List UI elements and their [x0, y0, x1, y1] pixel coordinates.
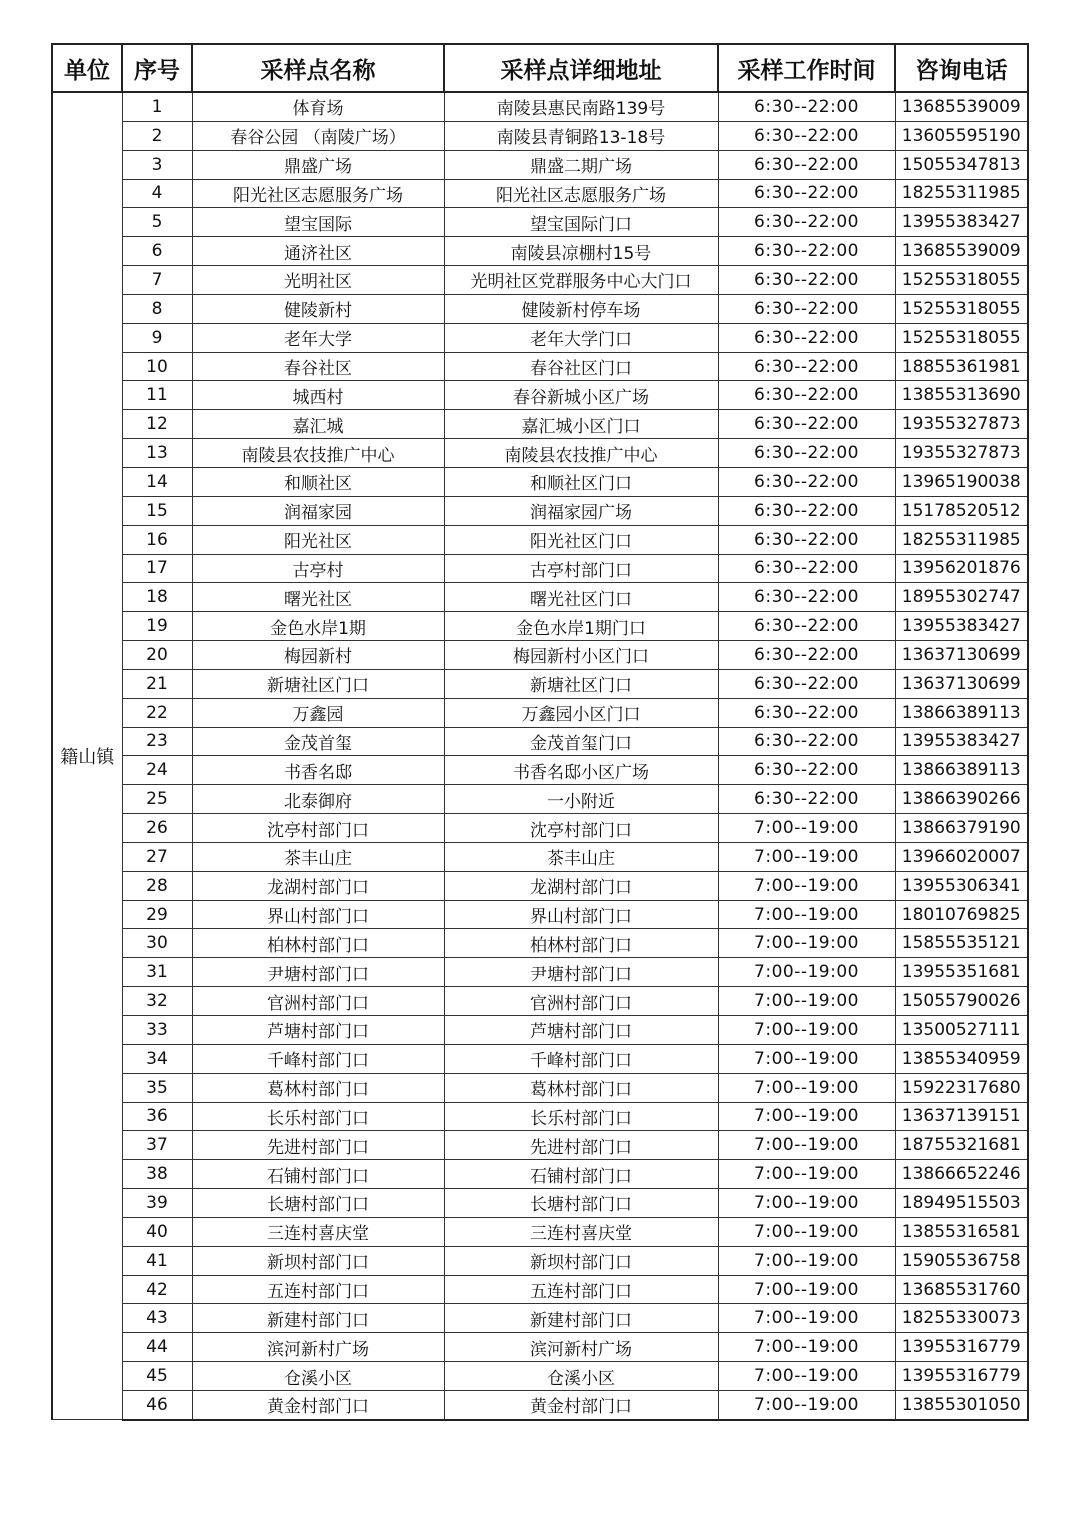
- cell-seq: 31: [122, 958, 192, 987]
- header-row: [52, 44, 1028, 92]
- cell-seq: 16: [122, 525, 192, 554]
- cell-work-hours: 7:00--19:00: [718, 958, 895, 987]
- cell-seq: 45: [122, 1362, 192, 1391]
- cell-work-hours: 6:30--22:00: [718, 467, 895, 496]
- cell-work-hours: 6:30--22:00: [718, 698, 895, 727]
- cell-site-address: 龙湖村部门口: [444, 871, 718, 900]
- header-unit: 单位: [52, 44, 122, 92]
- cell-seq: 34: [122, 1044, 192, 1073]
- cell-site-name: 金色水岸1期: [192, 612, 444, 641]
- cell-phone: 15855535121: [895, 929, 1028, 958]
- table-row: [52, 1016, 1028, 1045]
- cell-site-name: 长塘村部门口: [192, 1189, 444, 1218]
- sampling-sites-table: [51, 43, 1029, 1421]
- cell-site-address: 界山村部门口: [444, 900, 718, 929]
- cell-site-address: 先进村部门口: [444, 1131, 718, 1160]
- cell-work-hours: 7:00--19:00: [718, 1390, 895, 1419]
- cell-phone: 15055790026: [895, 987, 1028, 1016]
- cell-site-name: 阳光社区: [192, 525, 444, 554]
- cell-phone: 13637139151: [895, 1102, 1028, 1131]
- cell-site-name: 界山村部门口: [192, 900, 444, 929]
- cell-site-name: 柏林村部门口: [192, 929, 444, 958]
- table-row: [52, 1217, 1028, 1246]
- cell-site-address: 新塘社区门口: [444, 669, 718, 698]
- table-row: [52, 1275, 1028, 1304]
- cell-work-hours: 7:00--19:00: [718, 1304, 895, 1333]
- table-row: [52, 323, 1028, 352]
- cell-site-name: 梅园新村: [192, 641, 444, 670]
- cell-site-name: 古亭村: [192, 554, 444, 583]
- table-row: [52, 121, 1028, 150]
- cell-work-hours: 6:30--22:00: [718, 669, 895, 698]
- cell-work-hours: 7:00--19:00: [718, 1217, 895, 1246]
- cell-site-name: 新建村部门口: [192, 1304, 444, 1333]
- cell-site-address: 滨河新村广场: [444, 1333, 718, 1362]
- cell-phone: 13866389113: [895, 756, 1028, 785]
- cell-seq: 18: [122, 583, 192, 612]
- table-row: [52, 756, 1028, 785]
- cell-phone: 13685539009: [895, 92, 1028, 121]
- table-row: [52, 352, 1028, 381]
- table-row: [52, 698, 1028, 727]
- cell-site-name: 和顺社区: [192, 467, 444, 496]
- cell-seq: 15: [122, 496, 192, 525]
- cell-work-hours: 7:00--19:00: [718, 1131, 895, 1160]
- cell-seq: 5: [122, 208, 192, 237]
- cell-phone: 13965190038: [895, 467, 1028, 496]
- cell-work-hours: 7:00--19:00: [718, 1073, 895, 1102]
- cell-seq: 23: [122, 727, 192, 756]
- cell-phone: 13956201876: [895, 554, 1028, 583]
- cell-site-address: 千峰村部门口: [444, 1044, 718, 1073]
- cell-work-hours: 6:30--22:00: [718, 583, 895, 612]
- cell-site-address: 尹塘村部门口: [444, 958, 718, 987]
- cell-site-name: 官洲村部门口: [192, 987, 444, 1016]
- cell-site-name: 万鑫园: [192, 698, 444, 727]
- cell-phone: 19355327873: [895, 410, 1028, 439]
- cell-work-hours: 6:30--22:00: [718, 612, 895, 641]
- cell-work-hours: 7:00--19:00: [718, 1275, 895, 1304]
- cell-work-hours: 6:30--22:00: [718, 266, 895, 295]
- table-row: [52, 496, 1028, 525]
- table-row: [52, 179, 1028, 208]
- cell-site-address: 芦塘村部门口: [444, 1016, 718, 1045]
- table-row: [52, 237, 1028, 266]
- cell-work-hours: 7:00--19:00: [718, 1016, 895, 1045]
- cell-work-hours: 6:30--22:00: [718, 756, 895, 785]
- cell-site-address: 老年大学门口: [444, 323, 718, 352]
- cell-phone: 13855313690: [895, 381, 1028, 410]
- cell-site-address: 一小附近: [444, 785, 718, 814]
- table-row: [52, 1131, 1028, 1160]
- table-row: [52, 92, 1028, 121]
- cell-site-address: 光明社区党群服务中心大门口: [444, 266, 718, 295]
- cell-work-hours: 7:00--19:00: [718, 1102, 895, 1131]
- table-row: [52, 1160, 1028, 1189]
- cell-work-hours: 6:30--22:00: [718, 525, 895, 554]
- table-row: [52, 929, 1028, 958]
- cell-site-address: 梅园新村小区门口: [444, 641, 718, 670]
- table-row: [52, 266, 1028, 295]
- cell-site-name: 北泰御府: [192, 785, 444, 814]
- cell-work-hours: 6:30--22:00: [718, 179, 895, 208]
- table-row: [52, 439, 1028, 468]
- cell-work-hours: 6:30--22:00: [718, 727, 895, 756]
- table-row: [52, 410, 1028, 439]
- table-row: [52, 583, 1028, 612]
- cell-seq: 29: [122, 900, 192, 929]
- cell-seq: 43: [122, 1304, 192, 1333]
- cell-site-name: 南陵县农技推广中心: [192, 439, 444, 468]
- cell-phone: 15922317680: [895, 1073, 1028, 1102]
- cell-work-hours: 6:30--22:00: [718, 237, 895, 266]
- cell-phone: 13637130699: [895, 641, 1028, 670]
- cell-site-address: 仓溪小区: [444, 1362, 718, 1391]
- cell-site-address: 黄金村部门口: [444, 1390, 718, 1419]
- cell-site-address: 官洲村部门口: [444, 987, 718, 1016]
- cell-phone: 13966020007: [895, 842, 1028, 871]
- cell-seq: 40: [122, 1217, 192, 1246]
- cell-site-address: 望宝国际门口: [444, 208, 718, 237]
- cell-site-address: 润福家园广场: [444, 496, 718, 525]
- cell-work-hours: 7:00--19:00: [718, 900, 895, 929]
- cell-site-address: 鼎盛二期广场: [444, 150, 718, 179]
- cell-site-address: 长塘村部门口: [444, 1189, 718, 1218]
- cell-site-name: 石铺村部门口: [192, 1160, 444, 1189]
- table-row: [52, 641, 1028, 670]
- table-row: [52, 208, 1028, 237]
- table-row: [52, 842, 1028, 871]
- cell-seq: 35: [122, 1073, 192, 1102]
- cell-site-address: 三连村喜庆堂: [444, 1217, 718, 1246]
- cell-seq: 20: [122, 641, 192, 670]
- table-row: [52, 1102, 1028, 1131]
- cell-seq: 44: [122, 1333, 192, 1362]
- cell-phone: 13955383427: [895, 612, 1028, 641]
- cell-site-address: 万鑫园小区门口: [444, 698, 718, 727]
- cell-site-address: 嘉汇城小区门口: [444, 410, 718, 439]
- cell-work-hours: 6:30--22:00: [718, 641, 895, 670]
- cell-site-name: 春谷社区: [192, 352, 444, 381]
- cell-site-address: 沈亭村部门口: [444, 814, 718, 843]
- cell-site-address: 春谷社区门口: [444, 352, 718, 381]
- cell-site-name: 嘉汇城: [192, 410, 444, 439]
- cell-seq: 36: [122, 1102, 192, 1131]
- cell-phone: 13955316779: [895, 1333, 1028, 1362]
- cell-site-address: 茶丰山庄: [444, 842, 718, 871]
- cell-work-hours: 6:30--22:00: [718, 150, 895, 179]
- cell-seq: 14: [122, 467, 192, 496]
- cell-phone: 15055347813: [895, 150, 1028, 179]
- cell-site-address: 长乐村部门口: [444, 1102, 718, 1131]
- cell-phone: 13855340959: [895, 1044, 1028, 1073]
- table-row: [52, 1333, 1028, 1362]
- cell-site-address: 曙光社区门口: [444, 583, 718, 612]
- cell-seq: 6: [122, 237, 192, 266]
- cell-phone: 13605595190: [895, 121, 1028, 150]
- table-row: [52, 814, 1028, 843]
- cell-site-name: 书香名邸: [192, 756, 444, 785]
- cell-work-hours: 6:30--22:00: [718, 496, 895, 525]
- cell-seq: 3: [122, 150, 192, 179]
- table-row: [52, 1044, 1028, 1073]
- cell-site-name: 长乐村部门口: [192, 1102, 444, 1131]
- cell-seq: 25: [122, 785, 192, 814]
- table-row: [52, 150, 1028, 179]
- cell-seq: 27: [122, 842, 192, 871]
- cell-site-name: 黄金村部门口: [192, 1390, 444, 1419]
- cell-seq: 10: [122, 352, 192, 381]
- cell-site-address: 阳光社区志愿服务广场: [444, 179, 718, 208]
- cell-site-address: 葛林村部门口: [444, 1073, 718, 1102]
- cell-phone: 15255318055: [895, 323, 1028, 352]
- cell-site-address: 阳光社区门口: [444, 525, 718, 554]
- cell-work-hours: 7:00--19:00: [718, 929, 895, 958]
- cell-seq: 4: [122, 179, 192, 208]
- cell-work-hours: 6:30--22:00: [718, 92, 895, 121]
- table-row: [52, 381, 1028, 410]
- cell-phone: 13685539009: [895, 237, 1028, 266]
- cell-seq: 39: [122, 1189, 192, 1218]
- cell-seq: 8: [122, 294, 192, 323]
- cell-site-name: 滨河新村广场: [192, 1333, 444, 1362]
- cell-site-address: 金色水岸1期门口: [444, 612, 718, 641]
- cell-phone: 13855301050: [895, 1390, 1028, 1419]
- cell-work-hours: 6:30--22:00: [718, 410, 895, 439]
- cell-site-name: 新塘社区门口: [192, 669, 444, 698]
- cell-phone: 13955351681: [895, 958, 1028, 987]
- cell-site-name: 健陵新村: [192, 294, 444, 323]
- cell-phone: 13955383427: [895, 727, 1028, 756]
- cell-phone: 15255318055: [895, 294, 1028, 323]
- table-row: [52, 1073, 1028, 1102]
- table-row: [52, 1304, 1028, 1333]
- cell-work-hours: 7:00--19:00: [718, 1246, 895, 1275]
- header-work-hours: 采样工作时间: [718, 44, 895, 92]
- header-phone: 咨询电话: [895, 44, 1028, 92]
- table-row: [52, 871, 1028, 900]
- cell-phone: 13855316581: [895, 1217, 1028, 1246]
- cell-site-address: 和顺社区门口: [444, 467, 718, 496]
- cell-site-name: 春谷公园 （南陵广场）: [192, 121, 444, 150]
- cell-phone: 13955306341: [895, 871, 1028, 900]
- table-row: [52, 785, 1028, 814]
- cell-work-hours: 7:00--19:00: [718, 1044, 895, 1073]
- cell-unit: 籍山镇: [52, 92, 122, 1420]
- cell-work-hours: 6:30--22:00: [718, 381, 895, 410]
- cell-phone: 18755321681: [895, 1131, 1028, 1160]
- cell-phone: 13500527111: [895, 1016, 1028, 1045]
- cell-phone: 13866389113: [895, 698, 1028, 727]
- cell-work-hours: 7:00--19:00: [718, 1362, 895, 1391]
- cell-seq: 38: [122, 1160, 192, 1189]
- cell-work-hours: 7:00--19:00: [718, 842, 895, 871]
- cell-site-address: 新建村部门口: [444, 1304, 718, 1333]
- cell-site-name: 体育场: [192, 92, 444, 121]
- table-row: [52, 900, 1028, 929]
- cell-work-hours: 6:30--22:00: [718, 554, 895, 583]
- cell-phone: 13955316779: [895, 1362, 1028, 1391]
- cell-phone: 13866379190: [895, 814, 1028, 843]
- cell-site-name: 千峰村部门口: [192, 1044, 444, 1073]
- cell-work-hours: 6:30--22:00: [718, 352, 895, 381]
- table-row: [52, 554, 1028, 583]
- cell-site-name: 望宝国际: [192, 208, 444, 237]
- cell-work-hours: 6:30--22:00: [718, 439, 895, 468]
- table-row: [52, 1189, 1028, 1218]
- cell-site-name: 光明社区: [192, 266, 444, 295]
- cell-site-address: 新坝村部门口: [444, 1246, 718, 1275]
- table-row: [52, 727, 1028, 756]
- cell-seq: 26: [122, 814, 192, 843]
- cell-site-name: 龙湖村部门口: [192, 871, 444, 900]
- cell-phone: 18255330073: [895, 1304, 1028, 1333]
- cell-seq: 7: [122, 266, 192, 295]
- table-body: [52, 92, 1028, 1420]
- cell-phone: 18255311985: [895, 179, 1028, 208]
- cell-work-hours: 6:30--22:00: [718, 294, 895, 323]
- cell-phone: 13866390266: [895, 785, 1028, 814]
- cell-seq: 32: [122, 987, 192, 1016]
- cell-seq: 1: [122, 92, 192, 121]
- cell-phone: 13685531760: [895, 1275, 1028, 1304]
- cell-site-address: 书香名邸小区广场: [444, 756, 718, 785]
- cell-site-name: 沈亭村部门口: [192, 814, 444, 843]
- cell-site-address: 南陵县青铜路13-18号: [444, 121, 718, 150]
- cell-site-name: 新坝村部门口: [192, 1246, 444, 1275]
- cell-site-name: 先进村部门口: [192, 1131, 444, 1160]
- cell-phone: 15255318055: [895, 266, 1028, 295]
- cell-phone: 18255311985: [895, 525, 1028, 554]
- table-row: [52, 525, 1028, 554]
- cell-phone: 18955302747: [895, 583, 1028, 612]
- cell-site-name: 润福家园: [192, 496, 444, 525]
- cell-site-address: 南陵县农技推广中心: [444, 439, 718, 468]
- cell-site-address: 五连村部门口: [444, 1275, 718, 1304]
- header-site-address: 采样点详细地址: [444, 44, 718, 92]
- cell-phone: 15178520512: [895, 496, 1028, 525]
- cell-site-name: 通济社区: [192, 237, 444, 266]
- cell-site-name: 葛林村部门口: [192, 1073, 444, 1102]
- table-row: [52, 987, 1028, 1016]
- cell-phone: 18949515503: [895, 1189, 1028, 1218]
- cell-seq: 30: [122, 929, 192, 958]
- cell-site-name: 阳光社区志愿服务广场: [192, 179, 444, 208]
- cell-site-name: 三连村喜庆堂: [192, 1217, 444, 1246]
- header-site-name: 采样点名称: [192, 44, 444, 92]
- cell-work-hours: 6:30--22:00: [718, 208, 895, 237]
- cell-phone: 18855361981: [895, 352, 1028, 381]
- cell-work-hours: 7:00--19:00: [718, 1189, 895, 1218]
- cell-site-name: 城西村: [192, 381, 444, 410]
- cell-site-address: 古亭村部门口: [444, 554, 718, 583]
- table-row: [52, 1390, 1028, 1419]
- cell-work-hours: 6:30--22:00: [718, 323, 895, 352]
- table-row: [52, 1246, 1028, 1275]
- cell-seq: 9: [122, 323, 192, 352]
- cell-site-name: 金茂首玺: [192, 727, 444, 756]
- cell-site-address: 健陵新村停车场: [444, 294, 718, 323]
- table-row: [52, 467, 1028, 496]
- cell-site-name: 芦塘村部门口: [192, 1016, 444, 1045]
- cell-work-hours: 7:00--19:00: [718, 871, 895, 900]
- cell-seq: 46: [122, 1390, 192, 1419]
- cell-seq: 41: [122, 1246, 192, 1275]
- cell-seq: 37: [122, 1131, 192, 1160]
- cell-seq: 24: [122, 756, 192, 785]
- cell-site-address: 柏林村部门口: [444, 929, 718, 958]
- cell-work-hours: 6:30--22:00: [718, 121, 895, 150]
- cell-work-hours: 6:30--22:00: [718, 785, 895, 814]
- cell-seq: 21: [122, 669, 192, 698]
- cell-phone: 19355327873: [895, 439, 1028, 468]
- cell-phone: 15905536758: [895, 1246, 1028, 1275]
- cell-seq: 28: [122, 871, 192, 900]
- cell-site-name: 茶丰山庄: [192, 842, 444, 871]
- cell-site-address: 南陵县凉棚村15号: [444, 237, 718, 266]
- cell-site-address: 南陵县惠民南路139号: [444, 92, 718, 121]
- cell-work-hours: 7:00--19:00: [718, 1160, 895, 1189]
- cell-seq: 42: [122, 1275, 192, 1304]
- cell-site-name: 仓溪小区: [192, 1362, 444, 1391]
- table-row: [52, 294, 1028, 323]
- table-row: [52, 958, 1028, 987]
- cell-site-name: 鼎盛广场: [192, 150, 444, 179]
- cell-phone: 13866652246: [895, 1160, 1028, 1189]
- cell-phone: 18010769825: [895, 900, 1028, 929]
- cell-phone: 13637130699: [895, 669, 1028, 698]
- cell-site-name: 曙光社区: [192, 583, 444, 612]
- cell-seq: 13: [122, 439, 192, 468]
- cell-work-hours: 7:00--19:00: [718, 814, 895, 843]
- table-row: [52, 612, 1028, 641]
- table-row: [52, 669, 1028, 698]
- table-row: [52, 1362, 1028, 1391]
- cell-seq: 2: [122, 121, 192, 150]
- cell-work-hours: 7:00--19:00: [718, 987, 895, 1016]
- cell-site-address: 石铺村部门口: [444, 1160, 718, 1189]
- cell-site-name: 尹塘村部门口: [192, 958, 444, 987]
- cell-seq: 22: [122, 698, 192, 727]
- cell-seq: 11: [122, 381, 192, 410]
- cell-seq: 17: [122, 554, 192, 583]
- cell-phone: 13955383427: [895, 208, 1028, 237]
- cell-seq: 19: [122, 612, 192, 641]
- cell-site-address: 金茂首玺门口: [444, 727, 718, 756]
- cell-site-address: 春谷新城小区广场: [444, 381, 718, 410]
- cell-site-name: 五连村部门口: [192, 1275, 444, 1304]
- cell-work-hours: 7:00--19:00: [718, 1333, 895, 1362]
- cell-seq: 12: [122, 410, 192, 439]
- cell-seq: 33: [122, 1016, 192, 1045]
- header-seq: 序号: [122, 44, 192, 92]
- cell-site-name: 老年大学: [192, 323, 444, 352]
